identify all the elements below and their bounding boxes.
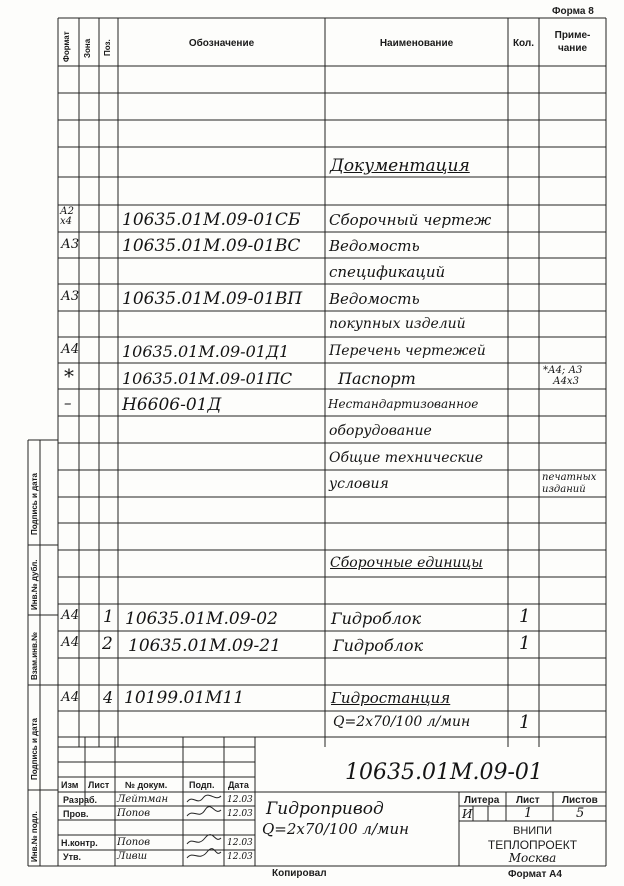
header-note-1: Приме- bbox=[554, 30, 591, 41]
row4-format: А4 bbox=[61, 342, 80, 357]
tb-utv: Утв. bbox=[63, 852, 82, 862]
header-pos: Поз. bbox=[103, 39, 112, 56]
row2-designation: 10635.01М.09-01ВС bbox=[122, 236, 301, 256]
row5-note-2: А4х3 bbox=[553, 376, 579, 387]
row2-name-2: спецификаций bbox=[329, 263, 446, 281]
row7-name-1: Общие технические bbox=[329, 450, 483, 466]
unit2-pos: 2 bbox=[102, 634, 113, 654]
row1-format: А2 х4 bbox=[60, 206, 74, 227]
unit1-qty: 1 bbox=[519, 606, 531, 627]
row2-format: А3 bbox=[61, 237, 80, 252]
tb-designation: 10635.01М.09-01 bbox=[345, 760, 543, 785]
header-note-2: чание bbox=[557, 43, 588, 54]
unit3-designation: 10199.01М11 bbox=[124, 688, 245, 708]
row6-designation: Н6606-01Д bbox=[122, 395, 222, 415]
tb-litera: И bbox=[462, 807, 473, 821]
tb-col-doc: № докум. bbox=[125, 780, 168, 790]
row6-name-1: Нестандартизованное bbox=[328, 397, 479, 411]
tb-listov-label: Листов bbox=[562, 795, 598, 806]
footer-copied: Копировал bbox=[272, 868, 327, 879]
unit3-format: А4 bbox=[61, 690, 80, 705]
side-label-dup-inv: Инв.№ дубл. bbox=[30, 559, 39, 610]
tb-litera-label: Литера bbox=[464, 795, 500, 806]
side-label-orig-inv: Инв.№ подл. bbox=[30, 811, 39, 862]
tb-org-3: Москва bbox=[508, 851, 557, 865]
row3-name-1: Ведомость bbox=[329, 290, 420, 308]
row1-designation: 10635.01М.09-01СБ bbox=[122, 210, 301, 230]
unit1-format: А4 bbox=[61, 608, 80, 623]
tb-razrab: Разраб. bbox=[63, 795, 98, 805]
unit3-pos: 4 bbox=[103, 688, 114, 707]
tb-utv-name: Ливш bbox=[117, 851, 148, 862]
unit2-format: А4 bbox=[61, 635, 80, 650]
header-name: Наименование bbox=[379, 38, 454, 49]
row3-name-2: покупных изделий bbox=[329, 316, 466, 332]
row6-name-2: оборудование bbox=[329, 423, 432, 439]
unit3-name-1: Гидростанция bbox=[331, 689, 451, 707]
row3-format: А3 bbox=[61, 289, 80, 304]
tb-product-name-2: Q=2х70/100 л/мин bbox=[262, 820, 409, 838]
tb-product-name-1: Гидропривод bbox=[266, 799, 384, 819]
unit2-name: Гидроблок bbox=[333, 636, 424, 655]
header-zone: Зона bbox=[83, 38, 92, 58]
form-label: Форма 8 bbox=[552, 6, 594, 17]
row5-note-1: *А4; А3 bbox=[543, 365, 583, 376]
row1-name: Сборочный чертеж bbox=[329, 211, 492, 229]
unit1-pos: 1 bbox=[103, 607, 114, 627]
tb-date-3: 12.03 bbox=[227, 838, 253, 848]
row5-name: Паспорт bbox=[338, 369, 416, 388]
tb-signatures bbox=[183, 792, 224, 864]
row7-note-1: печатных bbox=[542, 472, 597, 483]
side-label-signature-date-1: Подпись и дата bbox=[30, 473, 39, 535]
tb-prov-name: Попов bbox=[117, 808, 151, 819]
unit2-qty: 1 bbox=[519, 633, 531, 654]
row4-name: Перечень чертежей bbox=[329, 343, 486, 359]
unit1-designation: 10635.01М.09-02 bbox=[125, 609, 278, 629]
row2-name-1: Ведомость bbox=[329, 237, 420, 255]
header-designation: Обозначение bbox=[188, 38, 255, 49]
tb-date-2: 12.03 bbox=[227, 809, 253, 819]
side-label-replace-inv: Взам.инв.№ bbox=[30, 631, 39, 680]
tb-date-1: 12.03 bbox=[227, 795, 253, 805]
tb-nkontr: Н.контр. bbox=[61, 838, 98, 848]
tb-col-izm: Изм bbox=[61, 780, 79, 790]
row7-note-2: изданий bbox=[542, 484, 586, 495]
header-format: Формат bbox=[62, 31, 71, 62]
tb-col-list: Лист bbox=[88, 780, 110, 790]
row4-designation: 10635.01М.09-01Д1 bbox=[122, 342, 290, 361]
header-qty: Кол. bbox=[512, 38, 535, 49]
unit3-qty: 1 bbox=[519, 712, 531, 733]
row6-format: – bbox=[64, 394, 72, 412]
side-label-signature-date-2: Подпись и дата bbox=[30, 718, 39, 780]
section-assembly-units: Сборочные единицы bbox=[330, 555, 483, 571]
row5-designation: 10635.01М.09-01ПС bbox=[122, 369, 293, 388]
tb-listov: 5 bbox=[576, 806, 585, 821]
tb-razrab-name: Лейтман bbox=[117, 794, 169, 805]
row3-designation: 10635.01М.09-01ВП bbox=[122, 289, 303, 309]
tb-date-4: 12.03 bbox=[227, 852, 253, 862]
unit3-name-2: Q=2х70/100 л/мин bbox=[333, 714, 471, 730]
row5-format: * bbox=[64, 364, 74, 388]
tb-prov: Пров. bbox=[63, 809, 89, 819]
tb-col-data: Дата bbox=[228, 780, 249, 790]
tb-col-podp: Подп. bbox=[189, 780, 215, 790]
tb-org-1: ВНИПИ bbox=[513, 825, 552, 837]
tb-list: 1 bbox=[524, 806, 533, 821]
section-documentation: Документация bbox=[330, 156, 470, 176]
unit1-name: Гидроблок bbox=[331, 609, 422, 628]
tb-org-2: ТЕПЛОПРОЕКТ bbox=[487, 838, 578, 852]
row7-name-2: условия bbox=[329, 476, 389, 492]
footer-format: Формат А4 bbox=[508, 869, 562, 880]
tb-nkontr-name: Попов bbox=[117, 837, 151, 848]
tb-list-label: Лист bbox=[516, 795, 540, 806]
unit2-designation: 10635.01М.09-21 bbox=[128, 636, 281, 656]
